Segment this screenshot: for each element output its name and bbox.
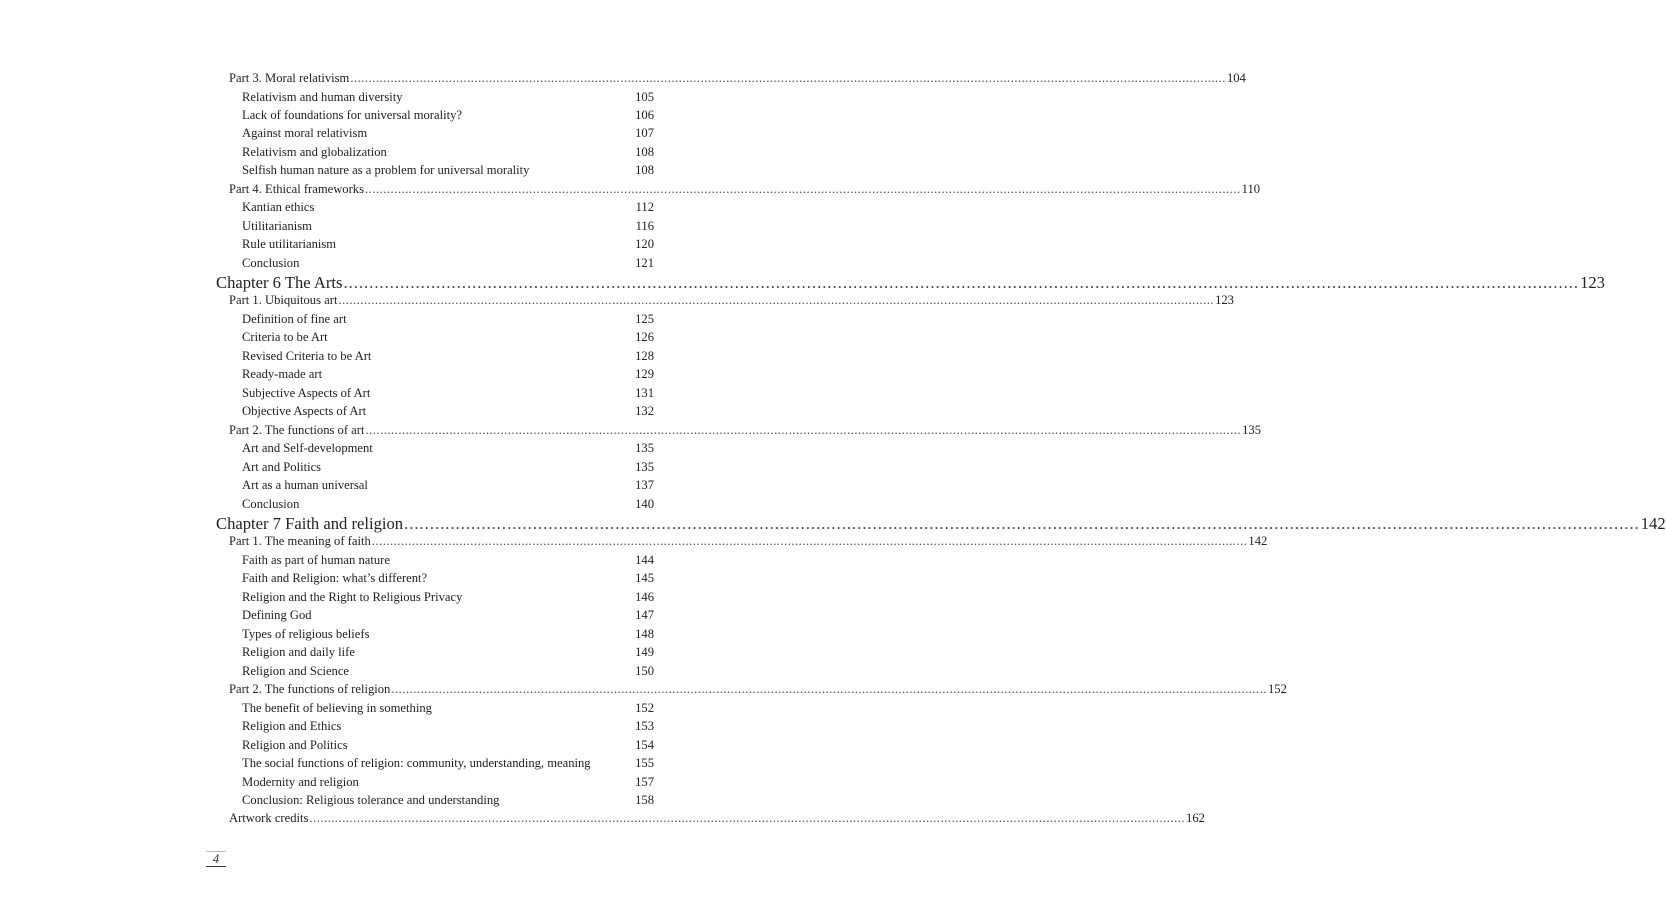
toc-part-entry	[229, 71, 1246, 85]
toc-section-entry	[242, 91, 654, 104]
toc-chapter-entry	[216, 273, 1605, 292]
toc-page-number: 154	[635, 738, 654, 752]
toc-section-entry	[242, 591, 654, 604]
toc-section-entry	[242, 794, 654, 807]
toc-page-number: 148	[635, 627, 654, 641]
dot-leader: ................................................................................................................................................................................................................................................	[371, 534, 1248, 548]
toc-page-number: 132	[635, 404, 654, 418]
toc-page-number: 121	[635, 256, 654, 270]
toc-entry-title: Against moral relativism	[242, 126, 368, 140]
toc-entry-title: Kantian ethics	[242, 200, 315, 214]
toc-page-number: 107	[635, 126, 654, 140]
dot-leader: ................................................................................................................................................................................................................................................	[391, 682, 1267, 696]
toc-entry-title: The benefit of believing in something	[242, 701, 432, 715]
toc-entry-title: Faith and Religion: what’s different?	[242, 571, 428, 585]
toc-section-entry	[242, 201, 654, 214]
toc-entry-title: Part 2. The functions of religion	[229, 682, 391, 696]
toc-entry-title: Art as a human universal	[242, 478, 368, 492]
toc-section-entry	[242, 387, 654, 400]
toc-section-entry	[242, 572, 654, 585]
toc-entry-title: Objective Aspects of Art	[242, 404, 367, 418]
toc-section-entry	[242, 776, 654, 789]
toc-page-number: 108	[635, 163, 654, 177]
toc-page-number: 152	[1267, 682, 1287, 696]
toc-page-number: 142	[1248, 534, 1268, 548]
toc-page-number: 135	[635, 441, 654, 455]
toc-section-entry	[242, 720, 654, 733]
toc-part-entry	[229, 182, 1261, 196]
toc-section-entry	[242, 368, 654, 381]
toc-section-entry	[242, 479, 654, 492]
toc-page-number: 149	[635, 645, 654, 659]
toc-entry-title: Selfish human nature as a problem for universal morality	[242, 163, 530, 177]
toc-section-entry	[242, 554, 654, 567]
toc-page-number: 144	[635, 553, 654, 567]
toc-section-entry	[242, 405, 654, 418]
toc-page-number: 123	[1215, 293, 1234, 307]
toc-entry-title: Rule utilitarianism	[242, 237, 337, 251]
toc-page-number: 153	[635, 719, 654, 733]
toc-entry-title: Artwork credits	[229, 811, 309, 825]
toc-entry-title: Types of religious beliefs	[242, 627, 370, 641]
toc-entry-title: Faith as part of human nature	[242, 553, 390, 567]
toc-page-number: 158	[635, 793, 654, 807]
toc-entry-title: Revised Criteria to be Art	[242, 349, 372, 363]
toc-section-entry	[242, 665, 654, 678]
toc-section-entry	[242, 350, 654, 363]
toc-entry-title: Relativism and globalization	[242, 145, 387, 159]
toc-section-entry	[242, 146, 654, 159]
toc-page-number: 116	[635, 219, 654, 233]
toc-section-entry	[242, 628, 654, 641]
dot-leader: ................................................................................................................................................................................................................................................	[404, 514, 1640, 533]
toc-section-entry	[242, 646, 654, 659]
toc-entry-title: Conclusion	[242, 256, 300, 270]
toc-page-number: 128	[635, 349, 654, 363]
toc-page-number: 131	[635, 386, 654, 400]
toc-page-number: 129	[635, 367, 654, 381]
toc-page-number: 135	[1242, 423, 1261, 437]
toc-page-number: 162	[1186, 811, 1205, 825]
toc-section-entry	[242, 331, 654, 344]
toc-page-number: 150	[635, 664, 654, 678]
toc-page-number: 108	[635, 145, 654, 159]
toc-entry-title: Religion and Science	[242, 664, 350, 678]
toc-entry-title: Part 1. Ubiquitous art	[229, 293, 338, 307]
toc-entry-title: Modernity and religion	[242, 775, 359, 789]
toc-entry-title: Part 1. The meaning of faith	[229, 534, 371, 548]
toc-page-number: 157	[635, 775, 654, 789]
toc-page-number: 142	[1640, 514, 1666, 533]
toc-chapter-entry	[216, 514, 1666, 533]
toc-section-entry	[242, 238, 654, 251]
toc-page-number: 145	[635, 571, 654, 585]
toc-entry-title: Criteria to be Art	[242, 330, 328, 344]
toc-part-entry	[229, 534, 1268, 548]
toc-section-entry	[242, 257, 654, 270]
toc-entry-title: Ready-made art	[242, 367, 323, 381]
page-number: 4	[206, 851, 226, 867]
toc-page-number: 123	[1580, 273, 1605, 292]
dot-leader: ................................................................................................................................................................................................................................................	[365, 182, 1241, 196]
toc-section-entry	[242, 164, 654, 177]
toc-page-number: 146	[635, 590, 654, 604]
toc-section-entry	[242, 702, 654, 715]
toc-section-entry	[242, 461, 654, 474]
toc-entry-title: Part 2. The functions of art	[229, 423, 365, 437]
dot-leader: ................................................................................................................................................................................................................................................	[309, 811, 1186, 825]
toc-entry-title: Subjective Aspects of Art	[242, 386, 371, 400]
toc-part-entry	[229, 682, 1287, 696]
toc-part-entry	[229, 811, 1205, 825]
toc-section-entry	[242, 442, 654, 455]
toc-page-number: 155	[635, 756, 654, 770]
toc-entry-title: Utilitarianism	[242, 219, 312, 233]
toc-entry-title: Part 3. Moral relativism	[229, 71, 350, 85]
toc-page-number: 137	[635, 478, 654, 492]
dot-leader: ................................................................................................................................................................................................................................................	[365, 423, 1242, 437]
toc-page-number: 104	[1226, 71, 1246, 85]
toc-page-number: 135	[635, 460, 654, 474]
toc-section-entry	[242, 109, 654, 122]
toc-page-number: 140	[635, 497, 654, 511]
toc-page-number: 125	[635, 312, 654, 326]
toc-page-number: 112	[635, 200, 654, 214]
toc-page-number: 120	[635, 237, 654, 251]
toc-entry-title: The social functions of religion: community, understanding, meaning	[242, 756, 591, 770]
toc-entry-title: Religion and Ethics	[242, 719, 342, 733]
toc-section-entry	[242, 757, 654, 770]
dot-leader: ................................................................................................................................................................................................................................................	[350, 71, 1226, 85]
dot-leader: ................................................................................................................................................................................................................................................	[343, 273, 1580, 292]
toc-page-number: 152	[635, 701, 654, 715]
toc-section-entry	[242, 739, 654, 752]
toc-entry-title: Lack of foundations for universal morality?	[242, 108, 462, 122]
toc-page-number: 110	[1241, 182, 1261, 196]
toc-section-entry	[242, 127, 654, 140]
toc-section-entry	[242, 609, 654, 622]
toc-entry-title: Religion and daily life	[242, 645, 355, 659]
toc-entry-title: Part 4. Ethical frameworks	[229, 182, 364, 196]
toc-entry-title: Relativism and human diversity	[242, 90, 403, 104]
toc-page-number: 105	[635, 90, 654, 104]
toc-part-entry	[229, 293, 1234, 307]
toc-section-entry	[242, 220, 654, 233]
toc-part-entry	[229, 423, 1261, 437]
toc-page-number: 147	[635, 608, 654, 622]
toc-entry-title: Conclusion: Religious tolerance and understanding	[242, 793, 500, 807]
toc-page-number: 106	[635, 108, 654, 122]
toc-section-entry	[242, 498, 654, 511]
toc-page-number: 126	[635, 330, 654, 344]
toc-entry-title: Religion and Politics	[242, 738, 348, 752]
toc-entry-title: Defining God	[242, 608, 312, 622]
toc-entry-title: Art and Politics	[242, 460, 322, 474]
toc-entry-title: Conclusion	[242, 497, 300, 511]
toc-entry-title: Chapter 6 The Arts	[216, 273, 343, 292]
toc-entry-title: Art and Self-development	[242, 441, 373, 455]
toc-entry-title: Chapter 7 Faith and religion	[216, 514, 404, 533]
toc-section-entry	[242, 313, 654, 326]
dot-leader: ................................................................................................................................................................................................................................................	[338, 293, 1215, 307]
toc-entry-title: Definition of fine art	[242, 312, 347, 326]
toc-entry-title: Religion and the Right to Religious Privacy	[242, 590, 463, 604]
